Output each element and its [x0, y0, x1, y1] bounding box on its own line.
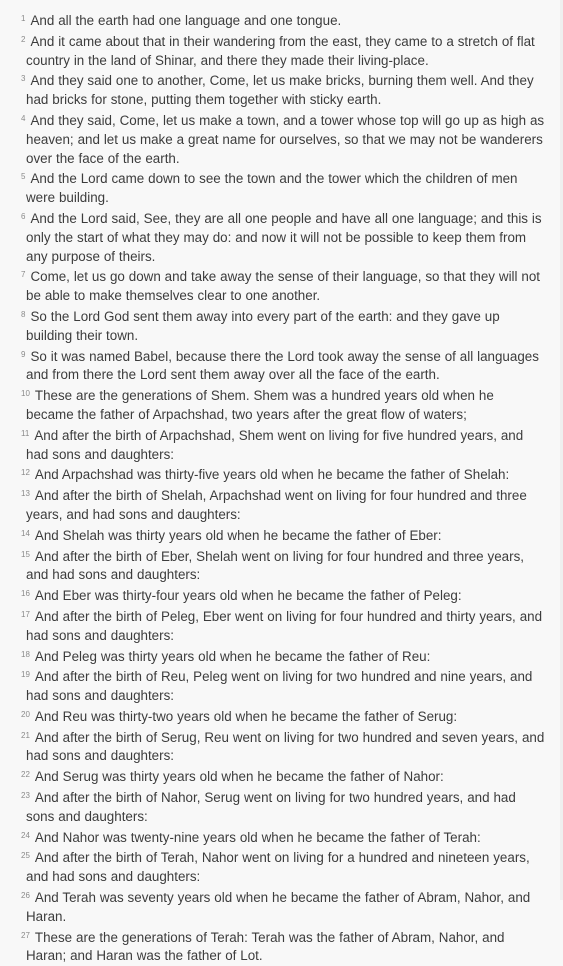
verse-text: And they said, Come, let us make a town, and a tower whose top will go up as high as heaven; and let us make a great name for ourselves, so that we may not be wanderers over the face of the earth. — [26, 112, 545, 166]
verse-text: And after the birth of Nahor, Serug went on living for two hundred years, and had sons and daughters: — [26, 790, 516, 824]
verse-number: 27 — [21, 930, 30, 940]
verse-4[interactable] — [21, 110, 545, 168]
verse-text: And after the birth of Terah, Nahor went on living for a hundred and nineteen years, and had sons and daughters: — [26, 850, 530, 885]
verse-number: 20 — [21, 709, 30, 719]
verse-number: 1 — [21, 14, 26, 23]
verse-20[interactable] — [21, 706, 545, 727]
verse-number: 10 — [21, 389, 30, 399]
verse-number: 25 — [21, 851, 30, 861]
verse-2[interactable] — [21, 31, 545, 71]
verse-text: And it came about that in their wandering from the east, they came to a stretch of flat country in the land of Shinar, and there they made their living-place. — [26, 33, 535, 68]
verse-number: 24 — [21, 830, 30, 840]
verse-21[interactable] — [21, 727, 545, 767]
verse-text: And Reu was thirty-two years old when he became the father of Serug: — [34, 708, 458, 724]
verse-text: And after the birth of Eber, Shelah went on living for four hundred and three years, and had sons and daughters: — [26, 548, 524, 583]
verse-number: 3 — [21, 74, 26, 84]
verse-number: 11 — [21, 428, 30, 438]
verse-24[interactable] — [21, 827, 545, 848]
verse-19[interactable] — [21, 666, 545, 706]
verse-number: 19 — [21, 670, 30, 680]
verse-number: 23 — [21, 791, 30, 801]
verse-7[interactable] — [21, 266, 545, 306]
verse-number: 12 — [21, 468, 30, 478]
verse-text: And they said one to another, Come, let us make bricks, burning them well. And they had bricks for stone, putting them together with sticky earth. — [26, 73, 534, 108]
verse-number: 7 — [21, 270, 26, 280]
verse-text: And the Lord said, See, they are all one people and have all one language; and this is only the start of what they may do: and now it will not be possible to keep them from any purpose of theirs. — [26, 210, 542, 264]
verse-text: Come, let us go down and take away the sense of their language, so that they will not be able to make themselves clear to one another. — [26, 269, 541, 304]
verse-15[interactable] — [21, 546, 545, 586]
chapter-reader[interactable] — [0, 10, 563, 964]
verse-text: And after the birth of Arpachshad, Shem went on living for five hundred years, and had sons and daughters: — [26, 427, 524, 462]
verse-number: 5 — [21, 172, 26, 182]
verse-text: And Nahor was twenty-nine years old when he became the father of Terah: — [34, 829, 481, 845]
verse-13[interactable] — [21, 485, 545, 525]
verse-14[interactable] — [21, 525, 545, 546]
verse-18[interactable] — [21, 646, 545, 667]
verse-text: These are the generations of Terah: Terah was the father of Abram, Nahor, and Haran; and Haran was the father of Lot. — [26, 929, 505, 964]
verse-number: 8 — [21, 309, 26, 319]
verse-23[interactable] — [21, 787, 545, 827]
verse-1[interactable] — [21, 10, 545, 31]
verse-number: 22 — [21, 770, 30, 780]
verse-number: 4 — [21, 113, 26, 123]
verse-number: 6 — [21, 211, 26, 221]
verse-text: And the Lord came down to see the town and the tower which the children of men were building. — [26, 171, 518, 206]
verse-27[interactable] — [21, 927, 545, 966]
verse-number: 18 — [21, 649, 30, 659]
verse-9[interactable] — [21, 346, 545, 386]
verse-number: 2 — [21, 34, 26, 44]
verse-text: So the Lord God sent them away into every part of the earth: and they gave up building their town. — [26, 308, 500, 343]
verse-text: And after the birth of Shelah, Arpachshad went on living for four hundred and three years, and had sons and daughters: — [26, 488, 527, 522]
verse-text: And Arpachshad was thirty-five years old when he became the father of Shelah: — [34, 467, 510, 483]
verse-number: 9 — [21, 349, 26, 359]
verse-text: So it was named Babel, because there the Lord took away the sense of all languages and from there the Lord sent them away over all the face of the earth. — [26, 348, 539, 383]
verse-text: And Eber was thirty-four years old when he became the father of Peleg: — [34, 588, 462, 604]
verse-26[interactable] — [21, 887, 545, 927]
verse-text: And Serug was thirty years old when he became the father of Nahor: — [34, 769, 444, 785]
verse-text: And after the birth of Peleg, Eber went on living for four hundred and thirty years, and had sons and daughters: — [26, 608, 543, 643]
verse-text: And Terah was seventy years old when he became the father of Abram, Nahor, and Haran. — [26, 890, 531, 924]
verse-text: And after the birth of Reu, Peleg went on living for two hundred and nine years, and had sons and daughters: — [26, 669, 533, 704]
verse-number: 21 — [21, 730, 30, 740]
verse-22[interactable] — [21, 766, 545, 787]
verse-12[interactable] — [21, 464, 545, 485]
verse-number: 15 — [21, 549, 30, 559]
verse-text: And after the birth of Serug, Reu went on living for two hundred and seven years, and had sons and daughters: — [26, 729, 545, 764]
verse-number: 26 — [21, 891, 30, 901]
verse-10[interactable] — [21, 385, 545, 425]
verse-list — [0, 10, 563, 966]
verse-text: And Peleg was thirty years old when he became the father of Reu: — [34, 648, 431, 664]
verse-25[interactable] — [21, 847, 545, 887]
verse-5[interactable] — [21, 168, 545, 208]
verse-6[interactable] — [21, 208, 545, 266]
verse-number: 16 — [21, 589, 30, 599]
verse-3[interactable] — [21, 70, 545, 110]
verse-17[interactable] — [21, 606, 545, 646]
verse-16[interactable] — [21, 585, 545, 606]
verse-number: 17 — [21, 609, 30, 619]
verse-text: And all the earth had one language and one tongue. — [30, 13, 342, 28]
verse-number: 13 — [21, 489, 30, 499]
verse-text: These are the generations of Shem. Shem was a hundred years old when he became the father of Arpachshad, two years after the great flow of waters; — [26, 388, 494, 422]
verse-text: And Shelah was thirty years old when he became the father of Eber: — [34, 527, 442, 543]
verse-11[interactable] — [21, 425, 545, 465]
verse-number: 14 — [21, 528, 30, 538]
verse-8[interactable] — [21, 306, 545, 346]
